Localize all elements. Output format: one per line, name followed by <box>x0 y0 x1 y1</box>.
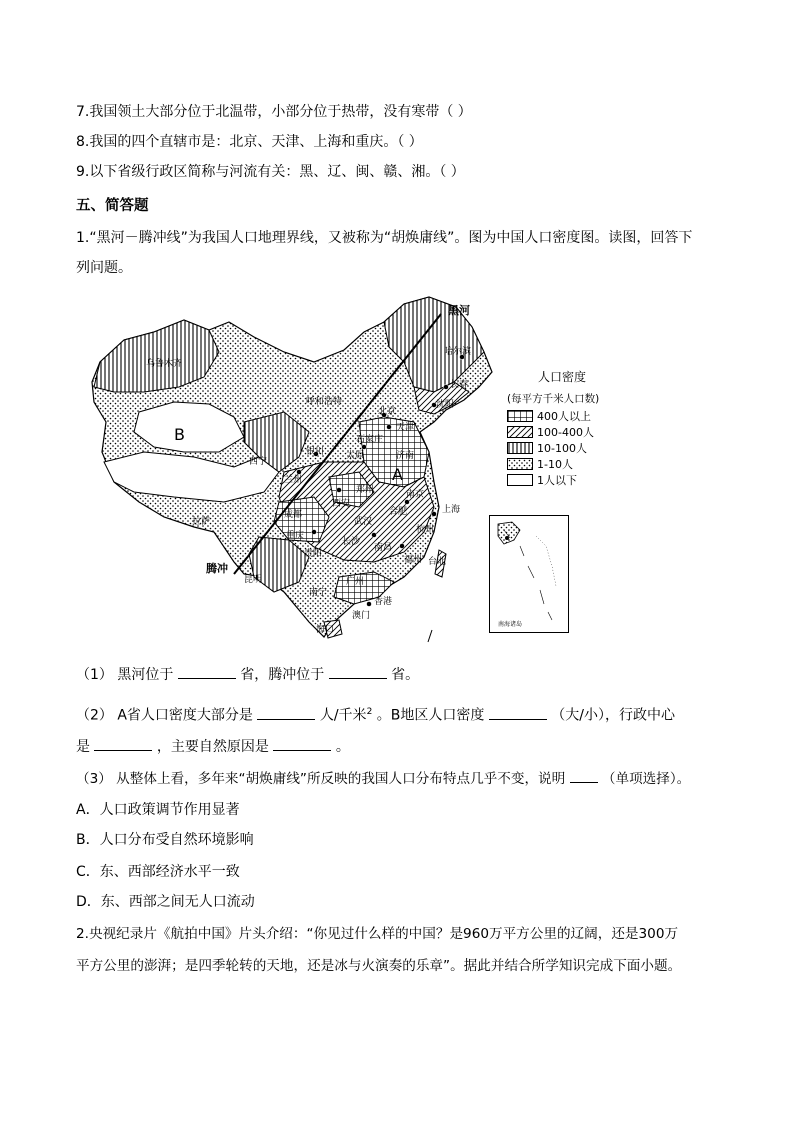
label-harbin: 哈尔滨 <box>444 347 472 357</box>
population-density-map <box>84 292 498 644</box>
label-region-a: A <box>392 465 403 484</box>
legend-title: 人口密度 <box>537 370 586 384</box>
sub-question-1 <box>76 664 419 685</box>
label-urumqi: 乌鲁木齐 <box>146 359 183 369</box>
city-dot <box>400 544 405 549</box>
inset-label: 南海诸岛 <box>498 621 523 628</box>
answer-blank[interactable] <box>273 736 331 751</box>
legend-subtitle: (每平方千米人口数) <box>507 393 600 405</box>
city-dot <box>444 385 449 390</box>
legend-label: 400人以上 <box>537 409 591 423</box>
label-guangzhou: 广州 <box>346 577 365 587</box>
city-dot <box>372 533 377 538</box>
legend-swatch-grid <box>507 410 533 422</box>
map-legend <box>507 368 617 486</box>
answer-blank[interactable] <box>489 705 547 720</box>
label-hangzhou: 杭州 <box>416 525 435 535</box>
label-haikou: 海口 <box>316 625 335 635</box>
legend-item <box>507 409 617 422</box>
label-zhengzhou: 郑州 <box>356 485 375 495</box>
label-fuzhou: 福州 <box>404 555 423 565</box>
legend-item <box>507 441 617 454</box>
q2-line2: 平方公里的澎湃；是四季轮转的天地，还是冰与火演奏的乐章”。据此并结合所学知识完成下面小题。 <box>76 958 682 974</box>
q1-intro-line2: 列问题。 <box>76 260 132 276</box>
label-nanning: 南宁 <box>309 588 328 598</box>
question-9: 9.以下省级行政区简称与河流有关：黑、辽、闽、赣、湘。（ ） <box>76 164 465 180</box>
legend-swatch-diag <box>507 426 533 438</box>
answer-blank[interactable] <box>570 768 598 783</box>
label-xining: 西宁 <box>249 457 268 467</box>
s2-text-e: 是 <box>76 739 90 755</box>
city-dot <box>362 445 367 450</box>
legend-label: 100-400人 <box>537 425 594 439</box>
city-dot <box>367 602 372 607</box>
city-dot <box>387 425 392 430</box>
legend-label: 10-100人 <box>537 441 587 455</box>
s1-text-c: 省。 <box>391 667 420 683</box>
label-lanzhou: 兰州 <box>284 475 303 485</box>
city-dot <box>297 470 302 475</box>
south-china-sea-inset <box>489 515 569 633</box>
sub-question-2 <box>76 702 675 726</box>
s3-text-a: （3） 从整体上看，多年来“胡焕庸线”所反映的我国人口分布特点几乎不变，说明 <box>76 771 566 787</box>
label-heihe: 黑河 <box>448 304 470 317</box>
legend-item <box>507 425 617 438</box>
legend-swatch-vert <box>507 442 533 454</box>
s1-text-b: 省，腾冲位于 <box>240 667 325 683</box>
label-taiyuan: 太原 <box>346 451 365 461</box>
legend-label: 1人以下 <box>537 473 577 487</box>
legend-item <box>507 473 617 486</box>
option-c[interactable]: C．东、西部经济水平一致 <box>76 864 240 880</box>
option-a[interactable]: A．人口政策调节作用显著 <box>76 802 240 818</box>
label-tianjin: 天津 <box>396 423 415 433</box>
legend-item <box>507 457 617 470</box>
label-guiyang: 贵阳 <box>304 549 323 559</box>
label-region-b: B <box>174 425 185 444</box>
s2-text-g: 。 <box>335 739 350 755</box>
label-xian: 西安 <box>332 499 351 509</box>
label-kunming: 昆明 <box>244 575 263 585</box>
sub-question-2-cont <box>76 736 350 757</box>
legend-label: 1-10人 <box>537 457 573 471</box>
legend-swatch-blank <box>507 474 533 486</box>
label-nanjing: 南京 <box>406 490 425 500</box>
label-shanghai: 上海 <box>442 505 461 515</box>
city-dot <box>432 512 437 517</box>
label-shijiazhuang: 石家庄 <box>356 435 384 445</box>
s2-superscript: 2 <box>366 707 373 717</box>
option-b[interactable]: B．人口分布受自然环境影响 <box>76 832 254 848</box>
s2-text-f: ，主要自然原因是 <box>156 739 269 755</box>
question-7: 7.我国领土大部分位于北温带，小部分位于热带，没有寒带（ ） <box>76 104 472 120</box>
question-8: 8.我国的四个直辖市是：北京、天津、上海和重庆。（ ） <box>76 134 423 150</box>
q2-line1: 2.央视纪录片《航拍中国》片头介绍：“你见过什么样的中国？是960万平方公里的辽阔，还是300万 <box>76 926 679 942</box>
label-chongqing: 重庆 <box>286 531 305 541</box>
label-yinchuan: 银川 <box>306 447 325 457</box>
q1-intro-line1: 1.“黑河－腾冲线”为我国人口地理界线，又被称为“胡焕庸线”。图为中国人口密度图。读图，回答下 <box>76 230 693 246</box>
label-taipei: 台北 <box>428 557 447 567</box>
city-dot <box>405 500 410 505</box>
s2-text-d: （大/小），行政中心 <box>551 707 675 724</box>
city-dot <box>312 530 317 535</box>
answer-blank[interactable] <box>329 664 387 679</box>
label-hohhot: 呼和浩特 <box>306 397 343 407</box>
sub-question-3 <box>76 768 690 789</box>
label-macau: 澳门 <box>352 611 371 621</box>
label-jinan: 济南 <box>396 451 415 461</box>
s2-text-a: （2） A省人口密度大部分是 <box>76 707 253 724</box>
label-shenyang: 沈阳 <box>436 400 455 410</box>
s3-text-b: （单项选择）。 <box>601 771 691 787</box>
answer-blank[interactable] <box>178 664 236 679</box>
label-hefei: 合肥 <box>389 507 408 517</box>
nine-dash-mark <box>428 630 432 642</box>
legend-swatch-dot <box>507 458 533 470</box>
section-heading: 五、简答题 <box>76 198 149 214</box>
label-changsha: 长沙 <box>342 537 361 547</box>
label-hongkong: 香港 <box>374 597 393 607</box>
s1-text-a: （1） 黑河位于 <box>76 667 174 683</box>
label-tengchong: 腾冲 <box>206 562 228 575</box>
s2-text-b: 人/千米 <box>319 707 367 724</box>
s2-text-c: 。B地区人口密度 <box>376 707 485 724</box>
option-d[interactable]: D．东、西部之间无人口流动 <box>76 894 255 910</box>
label-nanchang: 南昌 <box>374 543 393 553</box>
answer-blank[interactable] <box>94 736 152 751</box>
label-changchun: 长春 <box>450 380 469 390</box>
label-beijing: 北京 <box>378 407 397 417</box>
label-lhasa: 拉萨 <box>192 517 211 527</box>
answer-blank[interactable] <box>257 705 315 720</box>
label-chengdu: 成都 <box>284 510 303 520</box>
city-dot <box>337 488 342 493</box>
label-wuhan: 武汉 <box>354 517 373 527</box>
